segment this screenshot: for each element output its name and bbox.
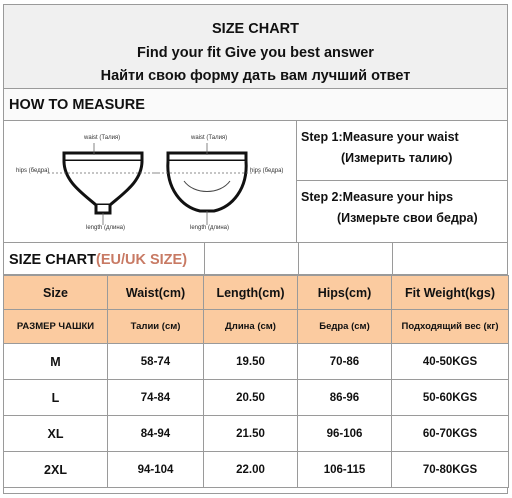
size-chart-title-row <box>3 243 508 275</box>
hips-cell: 86-96 <box>298 380 392 416</box>
header-block <box>3 4 508 89</box>
column-header-length-ru: Длина (см) <box>204 310 298 344</box>
size-chart-title-prefix: SIZE CHART <box>9 252 96 268</box>
back-hips-label: hips (бедра) <box>250 168 284 174</box>
front-length-label: length (длина) <box>86 225 126 231</box>
briefs-diagram-illustration <box>4 121 298 243</box>
waist-cell: 74-84 <box>108 380 204 416</box>
size-cell: L <box>4 380 108 416</box>
size-cell: XL <box>4 416 108 452</box>
step-1-text: Step 1:Measure your waist <box>301 130 459 144</box>
table-row <box>4 344 509 380</box>
step-2-text-ru: (Измерьте свои бедра) <box>337 211 478 225</box>
table-header-row <box>4 276 509 310</box>
size-chart-title <box>9 251 187 269</box>
weight-cell: 50-60KGS <box>392 380 509 416</box>
column-header-size: Size <box>4 276 108 310</box>
waist-cell: 84-94 <box>108 416 204 452</box>
weight-cell: 70-80KGS <box>392 452 509 488</box>
subtitle-russian: Найти свою форму дать вам лучший ответ <box>100 68 411 84</box>
divider <box>204 243 205 274</box>
back-length-label: length (длина) <box>190 225 230 231</box>
size-table <box>3 275 509 488</box>
length-cell: 20.50 <box>204 380 298 416</box>
weight-cell: 60-70KGS <box>392 416 509 452</box>
weight-cell: 40-50KGS <box>392 344 509 380</box>
waist-cell: 58-74 <box>108 344 204 380</box>
column-header-waist: Waist(cm) <box>108 276 204 310</box>
step-1-cell <box>297 121 508 181</box>
step-2-text: Step 2:Measure your hips <box>301 190 454 204</box>
table-row <box>4 416 509 452</box>
hips-cell: 96-106 <box>298 416 392 452</box>
length-cell: 21.50 <box>204 416 298 452</box>
table-row <box>4 380 509 416</box>
how-to-measure-row <box>3 89 508 121</box>
length-cell: 19.50 <box>204 344 298 380</box>
measure-diagram <box>3 121 297 243</box>
briefs-front-icon <box>48 143 158 225</box>
front-hips-label: hips (бедра) <box>16 168 50 174</box>
column-header-weight-ru: Подходящий вес (кг) <box>392 310 509 344</box>
hips-cell: 70-86 <box>298 344 392 380</box>
table-row <box>4 452 509 488</box>
divider <box>392 243 393 274</box>
column-header-hips: Hips(cm) <box>298 276 392 310</box>
briefs-back-icon <box>154 143 262 225</box>
step-2-cell <box>297 181 508 243</box>
size-cell: M <box>4 344 108 380</box>
front-waist-label: waist (Талия) <box>84 135 121 141</box>
column-header-hips-ru: Бедра (см) <box>298 310 392 344</box>
size-cell: 2XL <box>4 452 108 488</box>
hips-cell: 106-115 <box>298 452 392 488</box>
table-header-row-ru <box>4 310 509 344</box>
size-chart-title-suffix: (EU/UK SIZE) <box>96 252 188 268</box>
back-waist-label: waist (Талия) <box>191 135 228 141</box>
subtitle-english: Find your fit Give you best answer <box>137 45 374 61</box>
divider <box>298 243 299 274</box>
column-header-length: Length(cm) <box>204 276 298 310</box>
length-cell: 22.00 <box>204 452 298 488</box>
waist-cell: 94-104 <box>108 452 204 488</box>
column-header-waist-ru: Талии (см) <box>108 310 204 344</box>
column-header-size-ru: РАЗМЕР ЧАШКИ <box>4 310 108 344</box>
column-header-weight: Fit Weight(kgs) <box>392 276 509 310</box>
page-title: SIZE CHART <box>212 21 299 37</box>
step-1-text-ru: (Измерить талию) <box>341 151 453 165</box>
how-to-measure-title: HOW TO MEASURE <box>9 97 145 113</box>
